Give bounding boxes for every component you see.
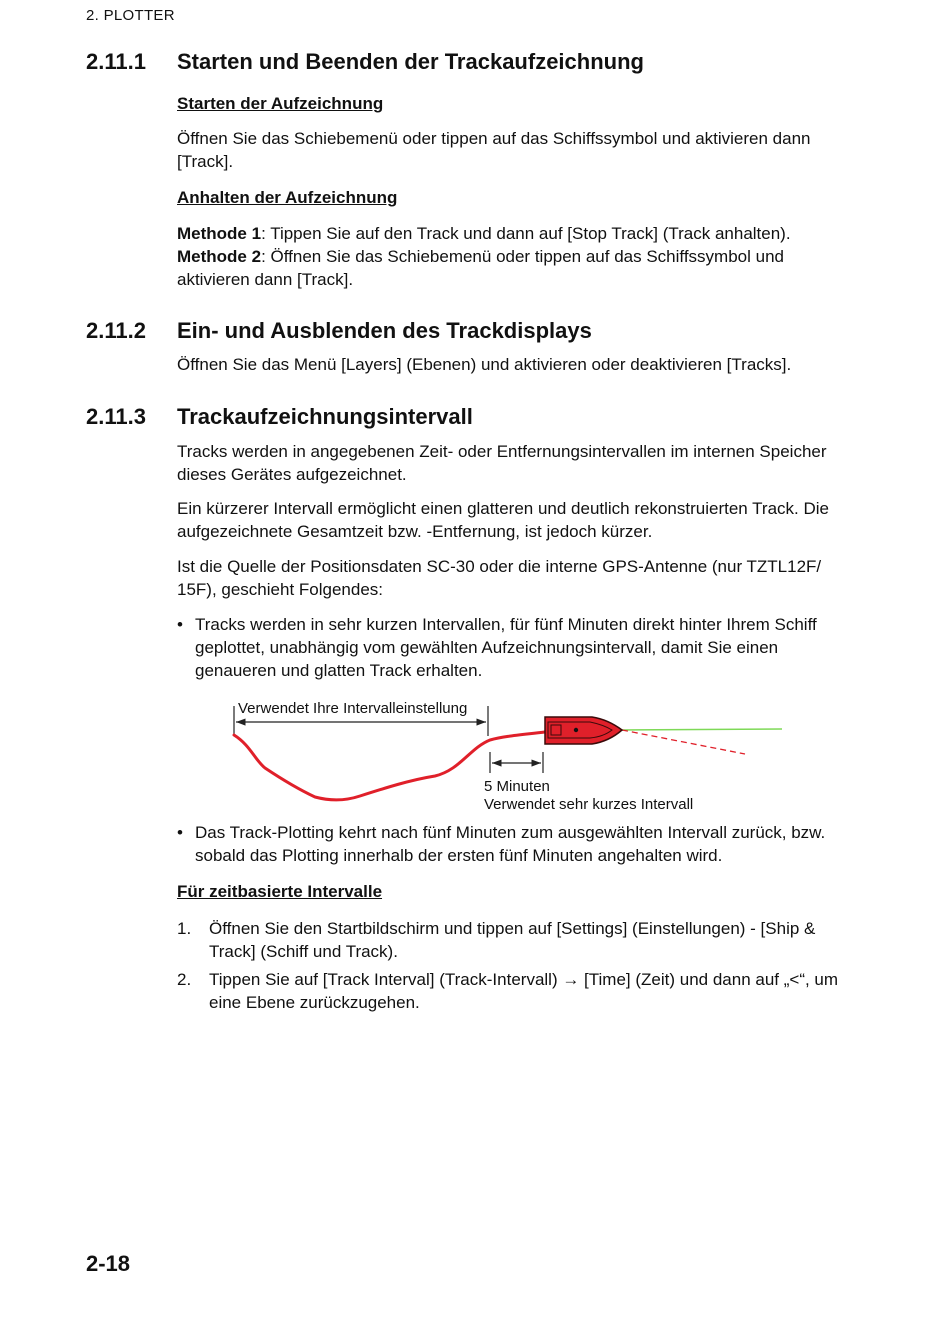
running-head: 2. PLOTTER: [86, 7, 175, 24]
section-number: 2.11.1: [86, 49, 146, 74]
subheading-stop: Anhalten der Aufzeichnung: [177, 188, 398, 207]
step-text: Öffnen Sie den Startbildschirm und tippen auf [Settings] (Einstellungen) - [Ship & Track] (Schiff und Track).: [209, 919, 816, 961]
label-short-interval: Verwendet sehr kurzes Intervall: [484, 796, 694, 813]
subheading-start: Starten der Aufzeichnung: [177, 94, 384, 113]
step-1: [177, 917, 842, 963]
subheading-time: Für zeitbasierte Intervalle: [177, 882, 383, 901]
section-heading: Starten und Beenden der Trackaufzeichnung: [177, 49, 644, 74]
paragraph-intervals-2: Ein kürzerer Intervall ermöglicht einen glatteren und deutlich rekonstruierten Track. Die aufgezeichnete Gesamtzeit bzw. -Entfernung, ist jedoch kürzer.: [177, 499, 829, 541]
ship-icon: [545, 717, 622, 744]
bullet-mark: •: [177, 823, 183, 842]
method-2-label: Methode 2: [177, 247, 262, 266]
section-number: 2.11.2: [86, 318, 146, 343]
section-heading: Trackaufzeichnungsintervall: [177, 404, 473, 429]
bullet-item-2: [177, 821, 842, 867]
page-number: 2-18: [86, 1251, 131, 1276]
method-1-text: : Tippen Sie auf den Track und dann auf [Stop Track] (Track anhalten).: [261, 224, 791, 243]
step-2: [177, 968, 842, 1014]
bullet-mark: •: [177, 615, 183, 634]
paragraph-layers: Öffnen Sie das Menü [Layers] (Ebenen) und aktivieren oder deaktivieren [Tracks].: [177, 355, 792, 374]
course-line: [622, 730, 745, 754]
step-text: Tippen Sie auf [Track Interval] (Track-Intervall) → [Time] (Zeit) und dann auf „<“, um eine Ebene zurückzugehen.: [209, 970, 839, 1012]
bullet-text: Das Track-Plotting kehrt nach fünf Minuten zum ausgewählten Intervall zurück, bzw. sobald das Plotting innerhalb der ersten fünf Minuten angehalten wird.: [195, 823, 826, 865]
bullet-text: Tracks werden in sehr kurzen Intervallen, für fünf Minuten direkt hinter Ihrem Schiff geplottet, unabhängig vom gewählten Aufzeichnungsintervall, damit Sie einen genaueren und glatten Track erhalten.: [195, 615, 817, 680]
method-1-label: Methode 1: [177, 224, 262, 243]
method-2-text: : Öffnen Sie das Schiebemenü oder tippen auf das Schiffssymbol und aktivieren dann [Track].: [177, 247, 784, 289]
heading-line: [622, 729, 782, 730]
step-number: 2.: [177, 970, 192, 989]
paragraph-intervals-1: Tracks werden in angegebenen Zeit- oder Entfernungsintervallen im internen Speicher dieses Gerätes aufgezeichnet.: [177, 442, 827, 484]
paragraph-start: Öffnen Sie das Schiebemenü oder tippen auf das Schiffssymbol und aktivieren dann [Track].: [177, 129, 811, 171]
section-heading: Ein- und Ausblenden des Trackdisplays: [177, 318, 592, 343]
step-number: 1.: [177, 919, 192, 938]
label-minutes: 5 Minuten: [484, 778, 550, 795]
paragraph-intervals-3: Ist die Quelle der Positionsdaten SC-30 oder die interne GPS-Antenne (nur TZTL12F/ 15F), geschieht Folgendes:: [177, 557, 822, 599]
label-interval: Verwendet Ihre Intervalleinstellung: [238, 700, 468, 717]
section-number: 2.11.3: [86, 404, 146, 429]
